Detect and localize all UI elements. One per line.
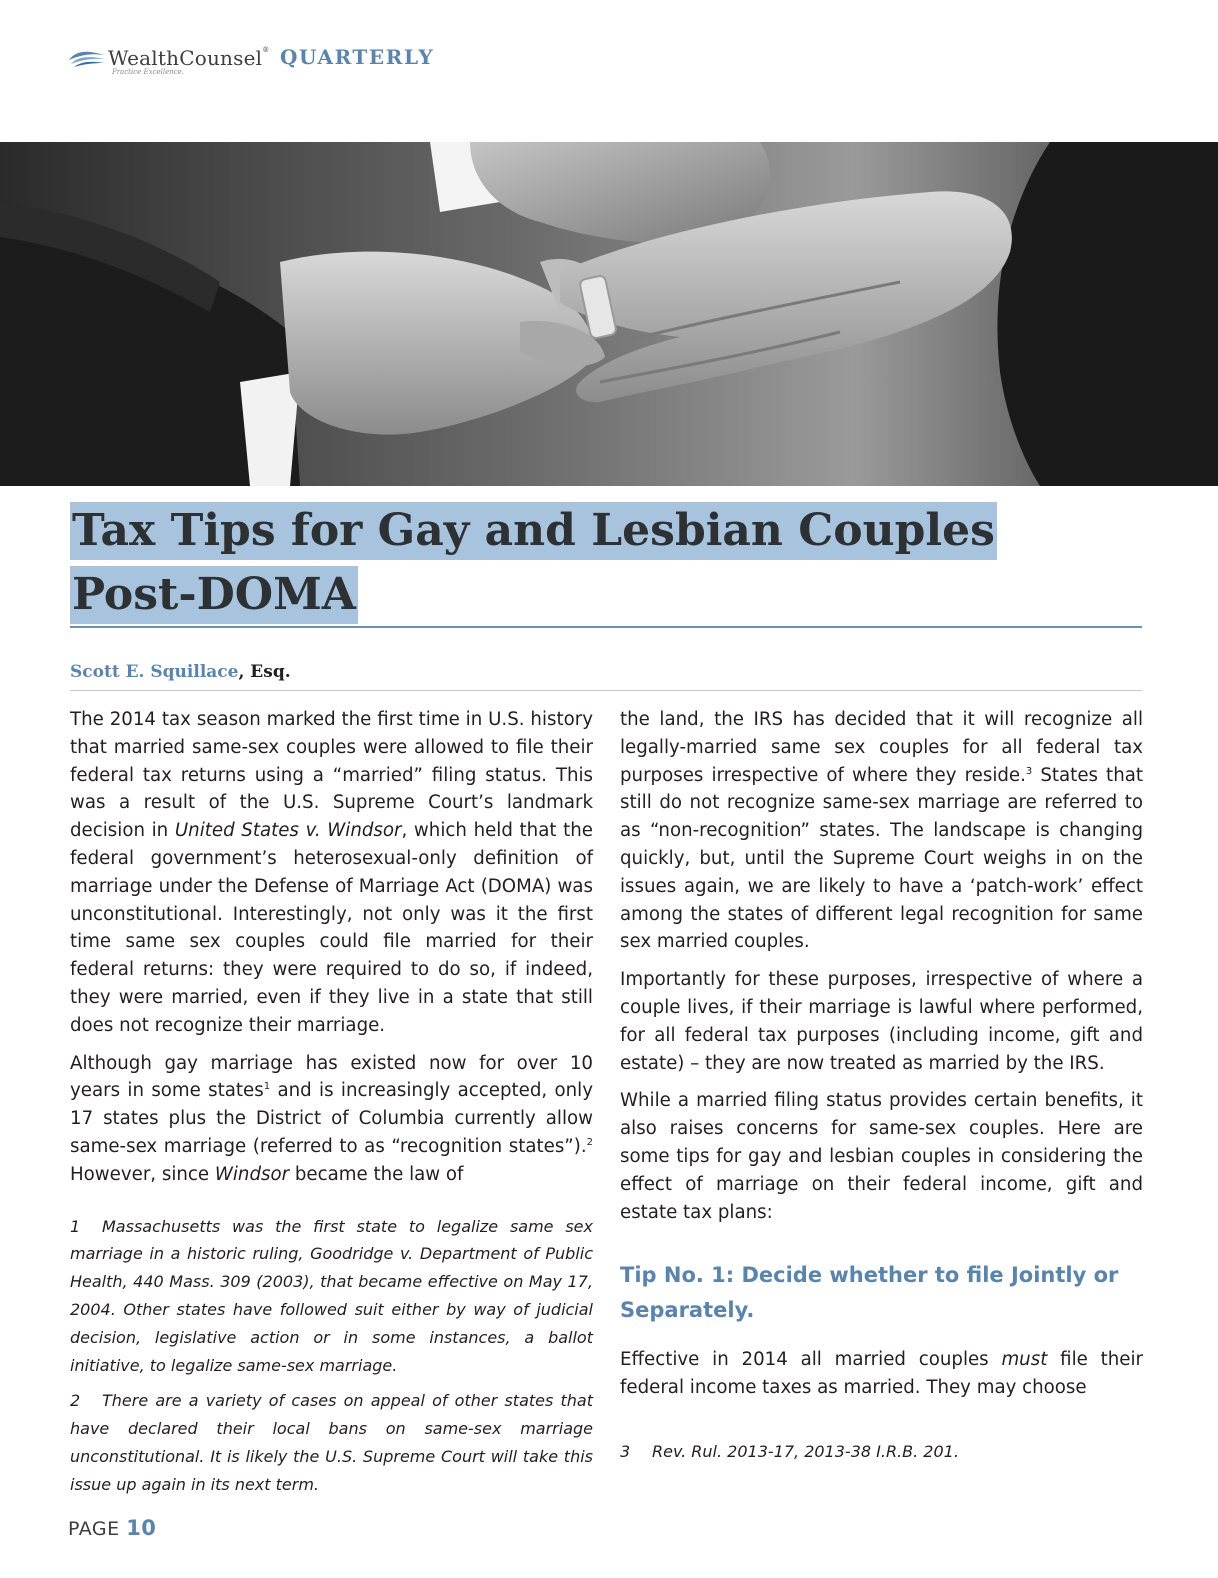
article-title	[70, 502, 1150, 630]
hero-photo	[0, 142, 1218, 486]
tip-1-heading: Tip No. 1: Decide whether to file Jointly or Separately.	[620, 1263, 1119, 1323]
paragraph: Importantly for these purposes, irrespective of where a couple lives, if their marriage is lawful where performed, for all federal tax purposes (including income, gift and estate) – they are now treated as married by the IRS.	[620, 969, 1143, 1074]
title-divider	[70, 626, 1142, 628]
paragraph: The 2014 tax season marked the first time in U.S. history that married same-sex couples were allowed to file their federal tax returns using a “married” filing status. This was a result of the U.S. Supreme Court’s landmark decision in United States v. Windsor, which held that the federal government’s heterosexual-only definition of marriage under the Defense of Marriage Act (DOMA) was unconstitutional. Interestingly, not only was it the first time same sex couples could file married for their federal returns: they were required to do so, if indeed, they were married, even if they live in a state that still does not recognize their marriage.	[70, 709, 593, 1036]
footnote-ref: 3	[1025, 765, 1033, 777]
wave-logo-icon	[68, 48, 106, 68]
article-title-line-2: Post-DOMA	[70, 566, 358, 624]
footnote-3: 3 Rev. Rul. 2013-17, 2013-38 I.R.B. 201.	[620, 1441, 959, 1461]
page-number: 10	[126, 1516, 157, 1540]
page-label: PAGE	[68, 1518, 120, 1540]
brand-name: WealthCounsel®	[108, 46, 270, 70]
paragraph: While a married filing status provides certain benefits, it also raises concerns for same-sex couples. Here are some tips for gay and lesbian couples in considering the effect of marriage on their federal income, gift and estate tax plans:	[620, 1090, 1143, 1223]
footnote-1: 1 Massachusetts was the first state to legalize same sex marriage in a historic ruling, Goodridge v. Department of Public Health, 440 Mass. 309 (2003), that became effective on May 17, 2004. Other states have followed suit either by way of judicial decision, legislative action or in some instances, a ballot initiative, to legalize same-sex marriage.	[70, 1216, 593, 1375]
footnote-ref: 1	[263, 1081, 271, 1093]
masthead	[68, 44, 668, 84]
footnote-ref: 2	[586, 1136, 593, 1148]
wedding-rings-hands-photo-icon	[0, 142, 1218, 486]
right-column	[620, 706, 1143, 1474]
byline-divider	[70, 690, 1142, 691]
paragraph: the land, the IRS has decided that it will recognize all legally-married same sex couples for all federal tax purposes irrespective of where they reside.$^3$ States that still do not recognize same-sex marriage are referred to as “non-recognition” states. The landscape is changing quickly, but, until the Supreme Court weighs in on the issues again, we are likely to have a ‘patch-work’ effect among the states of different legal recognition for same sex married couples.	[620, 709, 1143, 953]
byline	[70, 662, 291, 682]
publication-name: QUARTERLY	[280, 45, 435, 69]
article-title-line-1: Tax Tips for Gay and Lesbian Couples	[70, 502, 997, 560]
author-name: Scott E. Squillace	[70, 662, 239, 682]
paragraph: Effective in 2014 all married couples must file their federal income taxes as married. They may choose	[620, 1349, 1144, 1399]
author-suffix: , Esq.	[238, 662, 291, 682]
left-column	[70, 706, 593, 1507]
footnote-2: 2 There are a variety of cases on appeal of other states that have declared their local bans on same-sex marriage unconstitutional. It is likely the U.S. Supreme Court will take this issue up again in its next term.	[70, 1391, 593, 1494]
brand-tagline: Practice Excellence.	[112, 68, 185, 76]
paragraph: Although gay marriage has existed now for over 10 years in some states$^1$ and is increasingly accepted, only 17 states plus the District of Columbia currently allow same-sex marriage (referred to as “recognition states”).$^2$ However, since Windsor became the law of	[70, 1052, 593, 1185]
page-footer	[68, 1516, 156, 1540]
